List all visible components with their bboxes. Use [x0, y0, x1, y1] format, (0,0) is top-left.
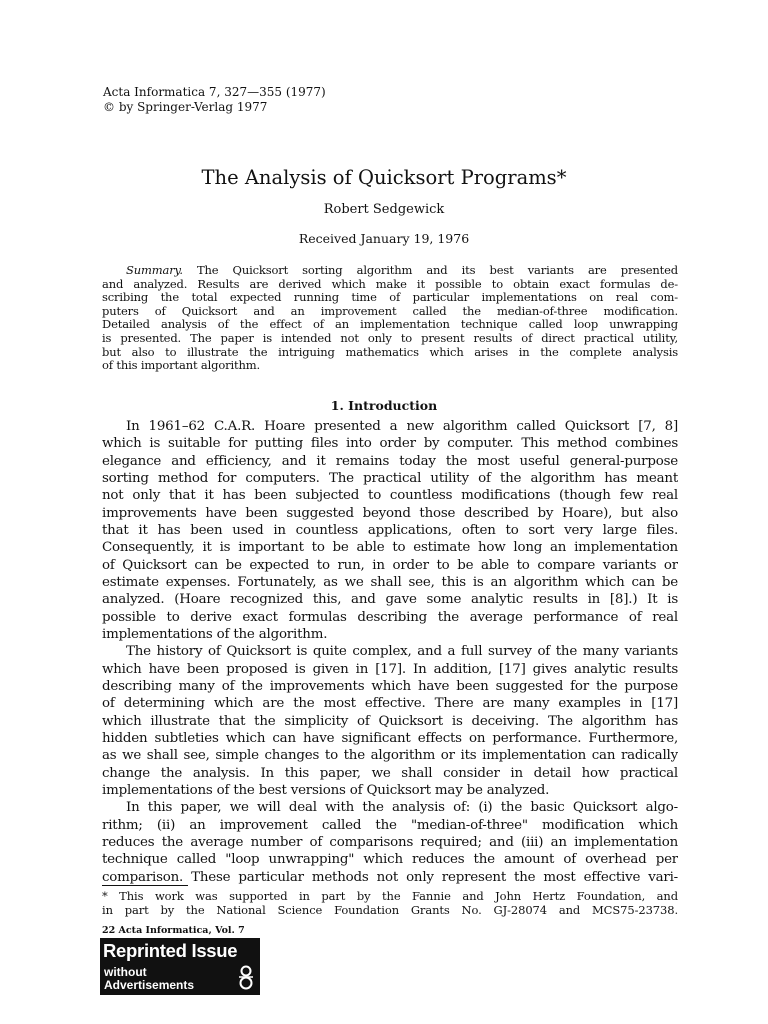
summary-line: and analyzed. Results are derived which make it possible to obtain exact formulas de-: [102, 277, 678, 291]
badge-line-advertisements: Advertisements: [104, 978, 195, 992]
badge-title: Reprinted Issue: [103, 940, 238, 961]
footnote-line: * This work was supported in part by the Fannie and John Hertz Foundation, and: [102, 889, 678, 903]
body-line: not only that it has been subjected to countless modifications (though few real: [102, 488, 678, 504]
body-line: In this paper, we will deal with the analysis of: (i) the basic Quicksort algo-: [126, 800, 678, 816]
received-date: Received January 19, 1976: [298, 231, 470, 246]
body-line: of determining which are the most effective. There are many examples in [17]: [102, 696, 678, 712]
body-line: possible to derive exact formulas describing the average performance of real: [102, 609, 678, 625]
body-line: The history of Quicksort is quite complex, and a full survey of the many variants: [126, 644, 678, 660]
body-line: describing many of the improvements which have been suggested for the purpose: [102, 678, 678, 694]
summary-line: scribing the total expected running time of particular implementations on real com-: [102, 291, 678, 305]
summary-line: Detailed analysis of the effect of an implementation technique called loop unwrapping: [102, 318, 678, 332]
introduction-body: [102, 418, 678, 886]
summary-line: of this important algorithm.: [102, 359, 261, 373]
badge-line-without: without: [104, 965, 147, 979]
summary-line: but also to illustrate the intriguing mathematics which arises in the complete analysis: [102, 345, 678, 359]
publisher-logo-icon: [238, 962, 254, 992]
body-line: In 1961–62 C.A.R. Hoare presented a new algorithm called Quicksort [7, 8]: [126, 419, 678, 434]
body-line: estimate expenses. Fortunately, as we shall see, this is an algorithm which can be: [102, 574, 678, 590]
body-line: implementations of the best versions of Quicksort may be analyzed.: [102, 782, 550, 798]
journal-citation: Acta Informatica 7, 327—355 (1977): [103, 85, 326, 99]
body-line: change the analysis. In this paper, we shall consider in detail how practical: [102, 765, 678, 781]
page-footer: 22 Acta Informatica, Vol. 7: [102, 925, 245, 936]
body-line: technique called "loop unwrapping" which reduces the amount of overhead per: [102, 852, 678, 868]
body-line: sorting method for computers. The practical utility of the algorithm has meant: [102, 470, 678, 486]
body-line: hidden subtleties which can have significant effects on performance. Furthermore,: [102, 730, 678, 746]
footnote-line: in part by the National Science Foundation Grants No. GJ-28074 and MCS75-23738.: [102, 903, 678, 917]
summary-line: is presented. The paper is intended not only to present results of direct practical utility,: [102, 331, 678, 345]
summary-label: Summary.: [126, 264, 183, 277]
footnote-divider: [102, 885, 188, 886]
body-line: Consequently, it is important to be able to estimate how long an implementation: [102, 540, 678, 556]
copyright-line: © by Springer-Verlag 1977: [103, 100, 268, 114]
summary-line: Summary. The Quicksort sorting algorithm and its best variants are presented: [126, 264, 678, 277]
body-line: of Quicksort can be expected to run, in order to be able to compare variants or: [102, 557, 678, 573]
body-line: rithm; (ii) an improvement called the "median-of-three" modification which: [102, 817, 678, 833]
section-heading-introduction: 1. Introduction: [330, 398, 438, 413]
body-line: improvements have been suggested beyond those described by Hoare), but also: [102, 505, 678, 521]
paper-title: The Analysis of Quicksort Programs*: [201, 166, 567, 189]
summary-abstract: [102, 264, 678, 373]
paper-author: Robert Sedgewick: [323, 202, 445, 217]
body-line: elegance and efficiency, and it remains today the most useful general-purpose: [102, 453, 678, 469]
footnote: [102, 889, 678, 917]
body-line: which is suitable for putting files into order by computer. This method combines: [102, 436, 678, 452]
body-line: which have been proposed is given in [17]. In addition, [17] gives analytic results: [102, 661, 678, 677]
body-line: which illustrate that the simplicity of Quicksort is deceiving. The algorithm has: [102, 713, 678, 729]
body-line: as we shall see, simple changes to the algorithm or its implementation can radically: [102, 748, 678, 764]
summary-line: puters of Quicksort and an improvement called the median-of-three modification.: [102, 304, 678, 318]
body-line: analyzed. (Hoare recognized this, and gave some analytic results in [8].) It is: [102, 592, 678, 608]
body-line: comparison. These particular methods not only represent the most effective vari-: [102, 869, 678, 885]
reprinted-issue-badge: [100, 938, 260, 995]
body-line: reduces the average number of comparisons required; and (iii) an implementation: [102, 834, 678, 850]
body-line: implementations of the algorithm.: [102, 626, 328, 642]
body-line: that it has been used in countless applications, often to sort very large files.: [102, 522, 678, 538]
